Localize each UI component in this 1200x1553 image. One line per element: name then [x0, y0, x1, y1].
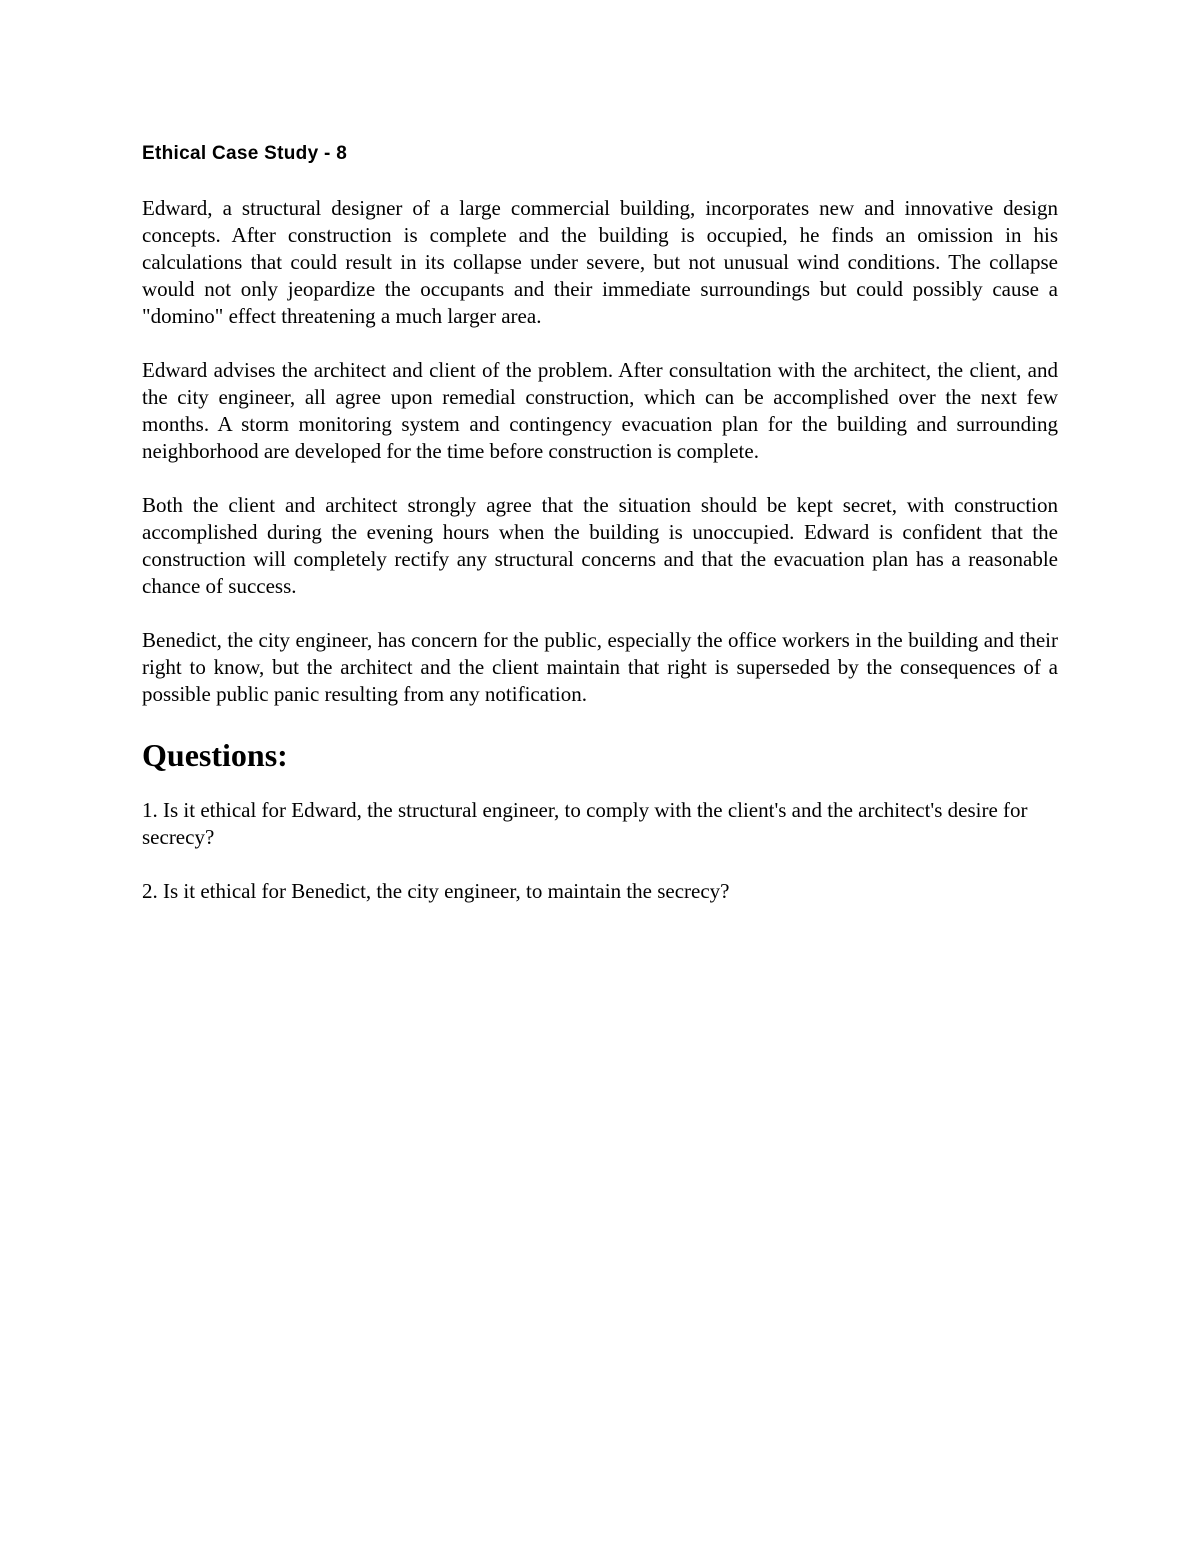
question-item-2: 2. Is it ethical for Benedict, the city engineer, to maintain the secrecy?	[142, 879, 730, 903]
paragraph-benedict-concern: Benedict, the city engineer, has concern for the public, especially the office workers in the building and their right to know, but the architect and the client maintain that right is superseded by the consequences of a possible public panic resulting from any notification.	[142, 628, 1058, 706]
case-study-title: Ethical Case Study - 8	[142, 143, 348, 164]
paragraph-secrecy-agreement: Both the client and architect strongly agree that the situation should be kept secret, with construction accomplished during the evening hours when the building is unoccupied. Edward is confident that the construction will completely rectify any structural concerns and that the evacuation plan has a reasonable chance of success.	[142, 493, 1058, 598]
paragraph-remedial-plan: Edward advises the architect and client of the problem. After consultation with the architect, the client, and the city engineer, all agree upon remedial construction, which can be accomplished over the next few months. A storm monitoring system and contingency evacuation plan for the building and surrounding neighborhood are developed for the time before construction is complete.	[142, 358, 1058, 463]
question-item-1: 1. Is it ethical for Edward, the structural engineer, to comply with the client's and the architect's desire for secrecy?	[142, 798, 1028, 849]
paragraph-edward-discovery: Edward, a structural designer of a large commercial building, incorporates new and innovative design concepts. After construction is complete and the building is occupied, he finds an omission in his calculations that could result in its collapse under severe, but not unusual wind conditions. The collapse would not only jeopardize the occupants and their immediate surroundings but could possibly cause a "domino" effect threatening a much larger area.	[142, 196, 1058, 328]
questions-heading: Questions:	[142, 737, 288, 773]
document-body	[142, 140, 1058, 932]
